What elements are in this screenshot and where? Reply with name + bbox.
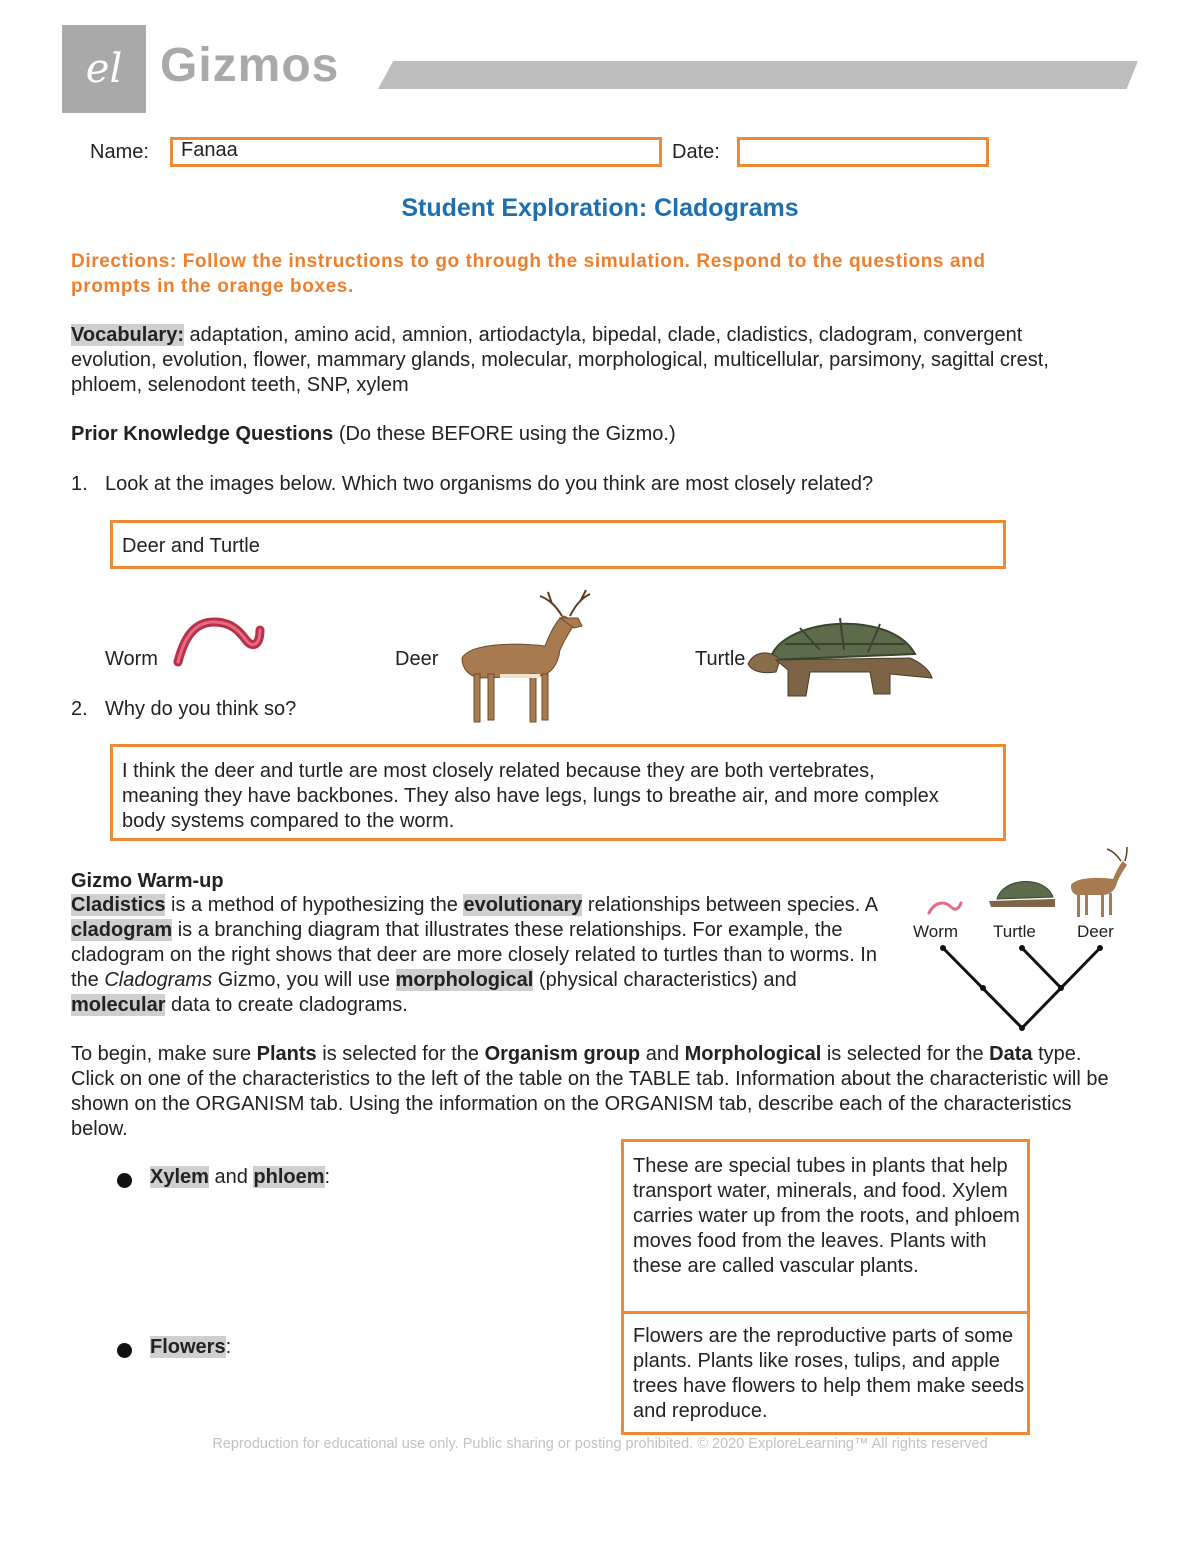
term-flowers: Flowers: [150, 1336, 226, 1358]
term-plants: Plants: [256, 1043, 317, 1065]
answer-1-box[interactable]: [110, 520, 1006, 569]
prior-knowledge-note: (Do these BEFORE using the Gizmo.): [333, 423, 676, 445]
term-xylem: Xylem: [150, 1166, 209, 1188]
warmup-text: is selected for the: [821, 1043, 990, 1065]
name-field-value: Fanaa: [181, 139, 238, 161]
cladogram-label-worm: Worm: [913, 922, 959, 941]
cladogram-figure: [905, 845, 1130, 1035]
cladogram-label-turtle: Turtle: [993, 922, 1036, 941]
warmup-text: is a method of hypothesizing the: [165, 894, 464, 916]
mini-deer-image: [1063, 847, 1129, 919]
header-bar: [378, 61, 1138, 89]
term-cladistics: Cladistics: [71, 894, 166, 916]
term-organism-group: Organism group: [484, 1043, 641, 1065]
characteristic-colon: :: [324, 1166, 331, 1188]
deer-image: [440, 588, 595, 728]
characteristic-2-label: [150, 1335, 231, 1360]
worm-image: [170, 608, 270, 668]
cladogram-label-deer: Deer: [1077, 922, 1114, 941]
term-evolutionary: evolutionary: [463, 894, 583, 916]
characteristic-colon: :: [225, 1336, 232, 1358]
warmup-text: type. Click on one of the characteristics to the left of the table on the TABLE tab. Information about the characteristic will be shown on the ORGANISM tab. Using the information on the ORGANISM tab, describe each of the characteristics below.: [71, 1043, 1109, 1140]
warmup-paragraph-2: [71, 1042, 1121, 1142]
organism-label-turtle: Turtle: [695, 648, 746, 670]
warmup-heading: Gizmo Warm-up: [71, 870, 224, 892]
organism-label-worm: Worm: [105, 648, 158, 670]
turtle-image: [740, 598, 935, 703]
warmup-text: is a branching diagram that illustrates these relationships. For example, the cladogram on the right shows that deer are more closely related to turtles than to worms. In the: [71, 919, 877, 991]
question-2-number: 2.: [71, 698, 88, 720]
question-1-number: 1.: [71, 473, 88, 495]
gizmo-name-italic: Cladograms: [104, 969, 213, 991]
characteristic-1-answer: These are special tubes in plants that help transport water, minerals, and food. Xylem carries water up from the roots, and phloem moves food from the leaves. Plants with these are called vascular plants.: [633, 1155, 1020, 1277]
term-phloem: phloem: [253, 1166, 325, 1188]
answer-1-text: Deer and Turtle: [122, 535, 260, 557]
gizmos-brand: Gizmos: [160, 39, 340, 92]
organism-label-deer: Deer: [395, 648, 439, 670]
term-morphological-bold: Morphological: [684, 1043, 822, 1065]
bullet-1: [117, 1173, 132, 1188]
logo-glyph: el: [85, 46, 123, 92]
prior-knowledge-heading-line: [71, 422, 676, 447]
prior-knowledge-heading: Prior Knowledge Questions: [71, 423, 334, 445]
characteristic-1-label: [150, 1165, 330, 1190]
answer-2-text: I think the deer and turtle are most closely related because they are both vertebrates, meaning they have backbones. They also have legs, lungs to breathe air, and more complex body systems compared to the worm.: [122, 760, 939, 832]
mini-worm-image: [925, 897, 965, 917]
date-label: Date:: [672, 141, 720, 163]
term-molecular: molecular: [71, 994, 166, 1016]
warmup-paragraph-1: [71, 893, 886, 1018]
bullet-2: [117, 1343, 132, 1358]
term-cladogram: cladogram: [71, 919, 173, 941]
vocabulary-terms: adaptation, amino acid, amnion, artiodactyla, bipedal, clade, cladistics, cladogram, convergent evolution, evolution, flower, mammary glands, molecular, morphological, multicellular, parsimony, sagittal crest, phloem, selenodont teeth, SNP, xylem: [71, 324, 1049, 396]
warmup-text: (physical characteristics) and: [533, 969, 797, 991]
warmup-text: is selected for the: [316, 1043, 485, 1065]
name-label: Name:: [90, 141, 149, 163]
characteristic-1-answer-box[interactable]: [621, 1139, 1030, 1314]
characteristic-2-answer-box[interactable]: [621, 1311, 1030, 1435]
footer-copyright: Reproduction for educational use only. Public sharing or posting prohibited. © 2020 ExploreLearning™ All rights reserved: [212, 1436, 988, 1452]
vocabulary-label: Vocabulary:: [71, 324, 184, 346]
answer-2-box[interactable]: [110, 744, 1006, 841]
date-field[interactable]: [737, 137, 989, 167]
warmup-text: Gizmo, you will use: [212, 969, 396, 991]
mini-turtle-image: [987, 873, 1057, 913]
question-2-text: Why do you think so?: [105, 698, 297, 720]
cladogram-tree: [905, 940, 1130, 1035]
question-1-text: Look at the images below. Which two organisms do you think are most closely related?: [105, 473, 874, 495]
directions-text: Directions: Follow the instructions to go through the simulation. Respond to the questions and prompts in the orange boxes.: [71, 251, 986, 297]
warmup-text: data to create cladograms.: [165, 994, 408, 1016]
characteristic-2-answer: Flowers are the reproductive parts of some plants. Plants like roses, tulips, and apple trees have flowers to help them make seeds and reproduce.: [633, 1325, 1025, 1422]
name-field[interactable]: [170, 137, 662, 167]
term-data: Data: [989, 1043, 1033, 1065]
warmup-text: relationships between species. A: [582, 894, 878, 916]
warmup-text: To begin, make sure: [71, 1043, 257, 1065]
term-morphological: morphological: [395, 969, 534, 991]
explorelearning-logo: [62, 25, 146, 113]
warmup-text: and: [640, 1043, 685, 1065]
page-title: Student Exploration: Cladograms: [401, 194, 799, 222]
vocabulary-paragraph: [71, 323, 1111, 398]
characteristic-joiner: and: [208, 1166, 254, 1188]
